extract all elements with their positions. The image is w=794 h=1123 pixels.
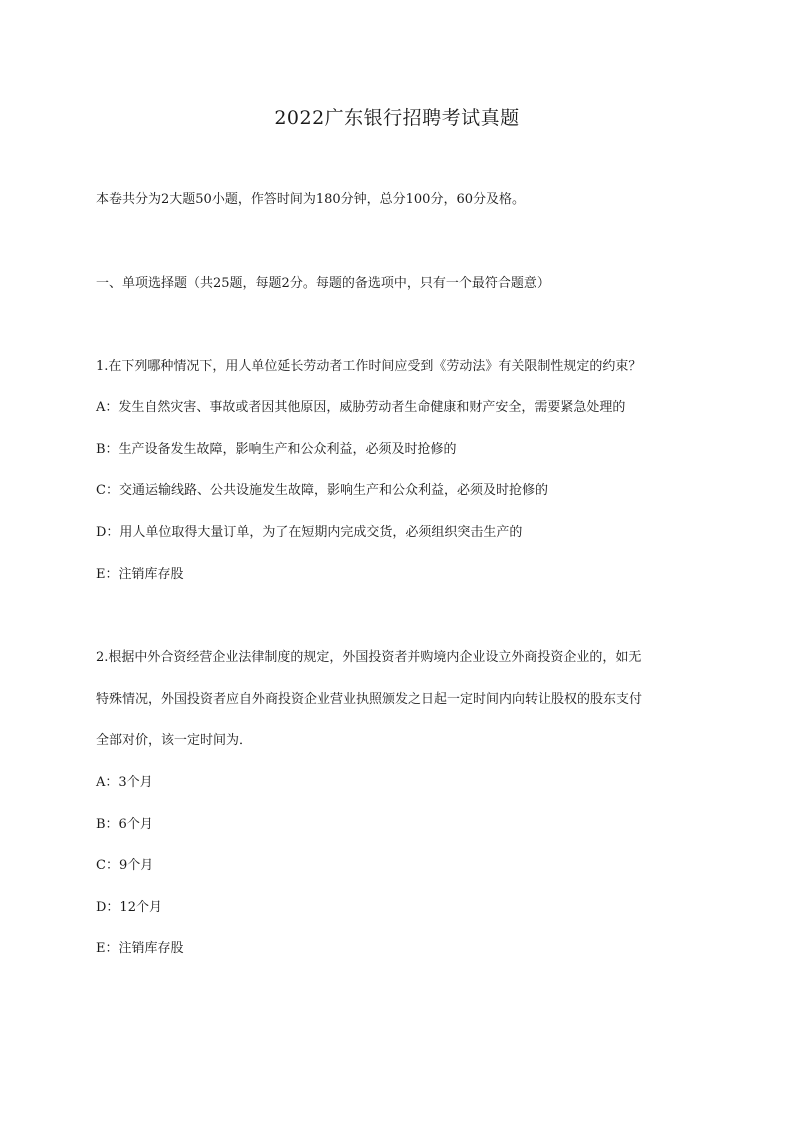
- question-1-option-d: D：用人单位取得大量订单，为了在短期内完成交货，必须组织突击生产的: [96, 525, 523, 540]
- question-2-option-c: C：9个月: [96, 858, 154, 873]
- question-1-option-a: A：发生自然灾害、事故或者因其他原因，威胁劳动者生命健康和财产安全，需要紧急处理的: [96, 400, 626, 415]
- question-1-option-c: C：交通运输线路、公共设施发生故障，影响生产和公众利益，必须及时抢修的: [96, 483, 548, 498]
- page-title: 2022广东银行招聘考试真题: [274, 107, 520, 129]
- question-1-stem: 1.在下列哪种情况下，用人单位延长劳动者工作时间应受到《劳动法》有关限制性规定的约束？: [96, 359, 642, 374]
- question-2-option-a: A：3个月: [96, 775, 153, 790]
- question-1-option-b: B：生产设备发生故障，影响生产和公众利益，必须及时抢修的: [96, 442, 457, 457]
- question-2-stem-line-3: 全部对价，该一定时间为．: [96, 733, 253, 748]
- exam-intro: 本卷共分为2大题50小题，作答时间为180分钟，总分100分，60分及格。: [96, 192, 525, 207]
- question-1-option-e: E：注销库存股: [96, 567, 184, 582]
- question-2-option-b: B：6个月: [96, 817, 153, 832]
- question-2-stem-line-1: 2.根据中外合资经营企业法律制度的规定，外国投资者并购境内企业设立外商投资企业的，如无: [96, 650, 642, 665]
- question-2-option-d: D：12个月: [96, 900, 162, 915]
- question-2-option-e: E：注销库存股: [96, 941, 184, 956]
- section-heading: 一、单项选择题（共25题，每题2分。每题的备选项中，只有一个最符合题意）: [96, 276, 550, 291]
- question-2-stem-line-2: 特殊情况，外国投资者应自外商投资企业营业执照颁发之日起一定时间内向转让股权的股东支付: [96, 692, 643, 707]
